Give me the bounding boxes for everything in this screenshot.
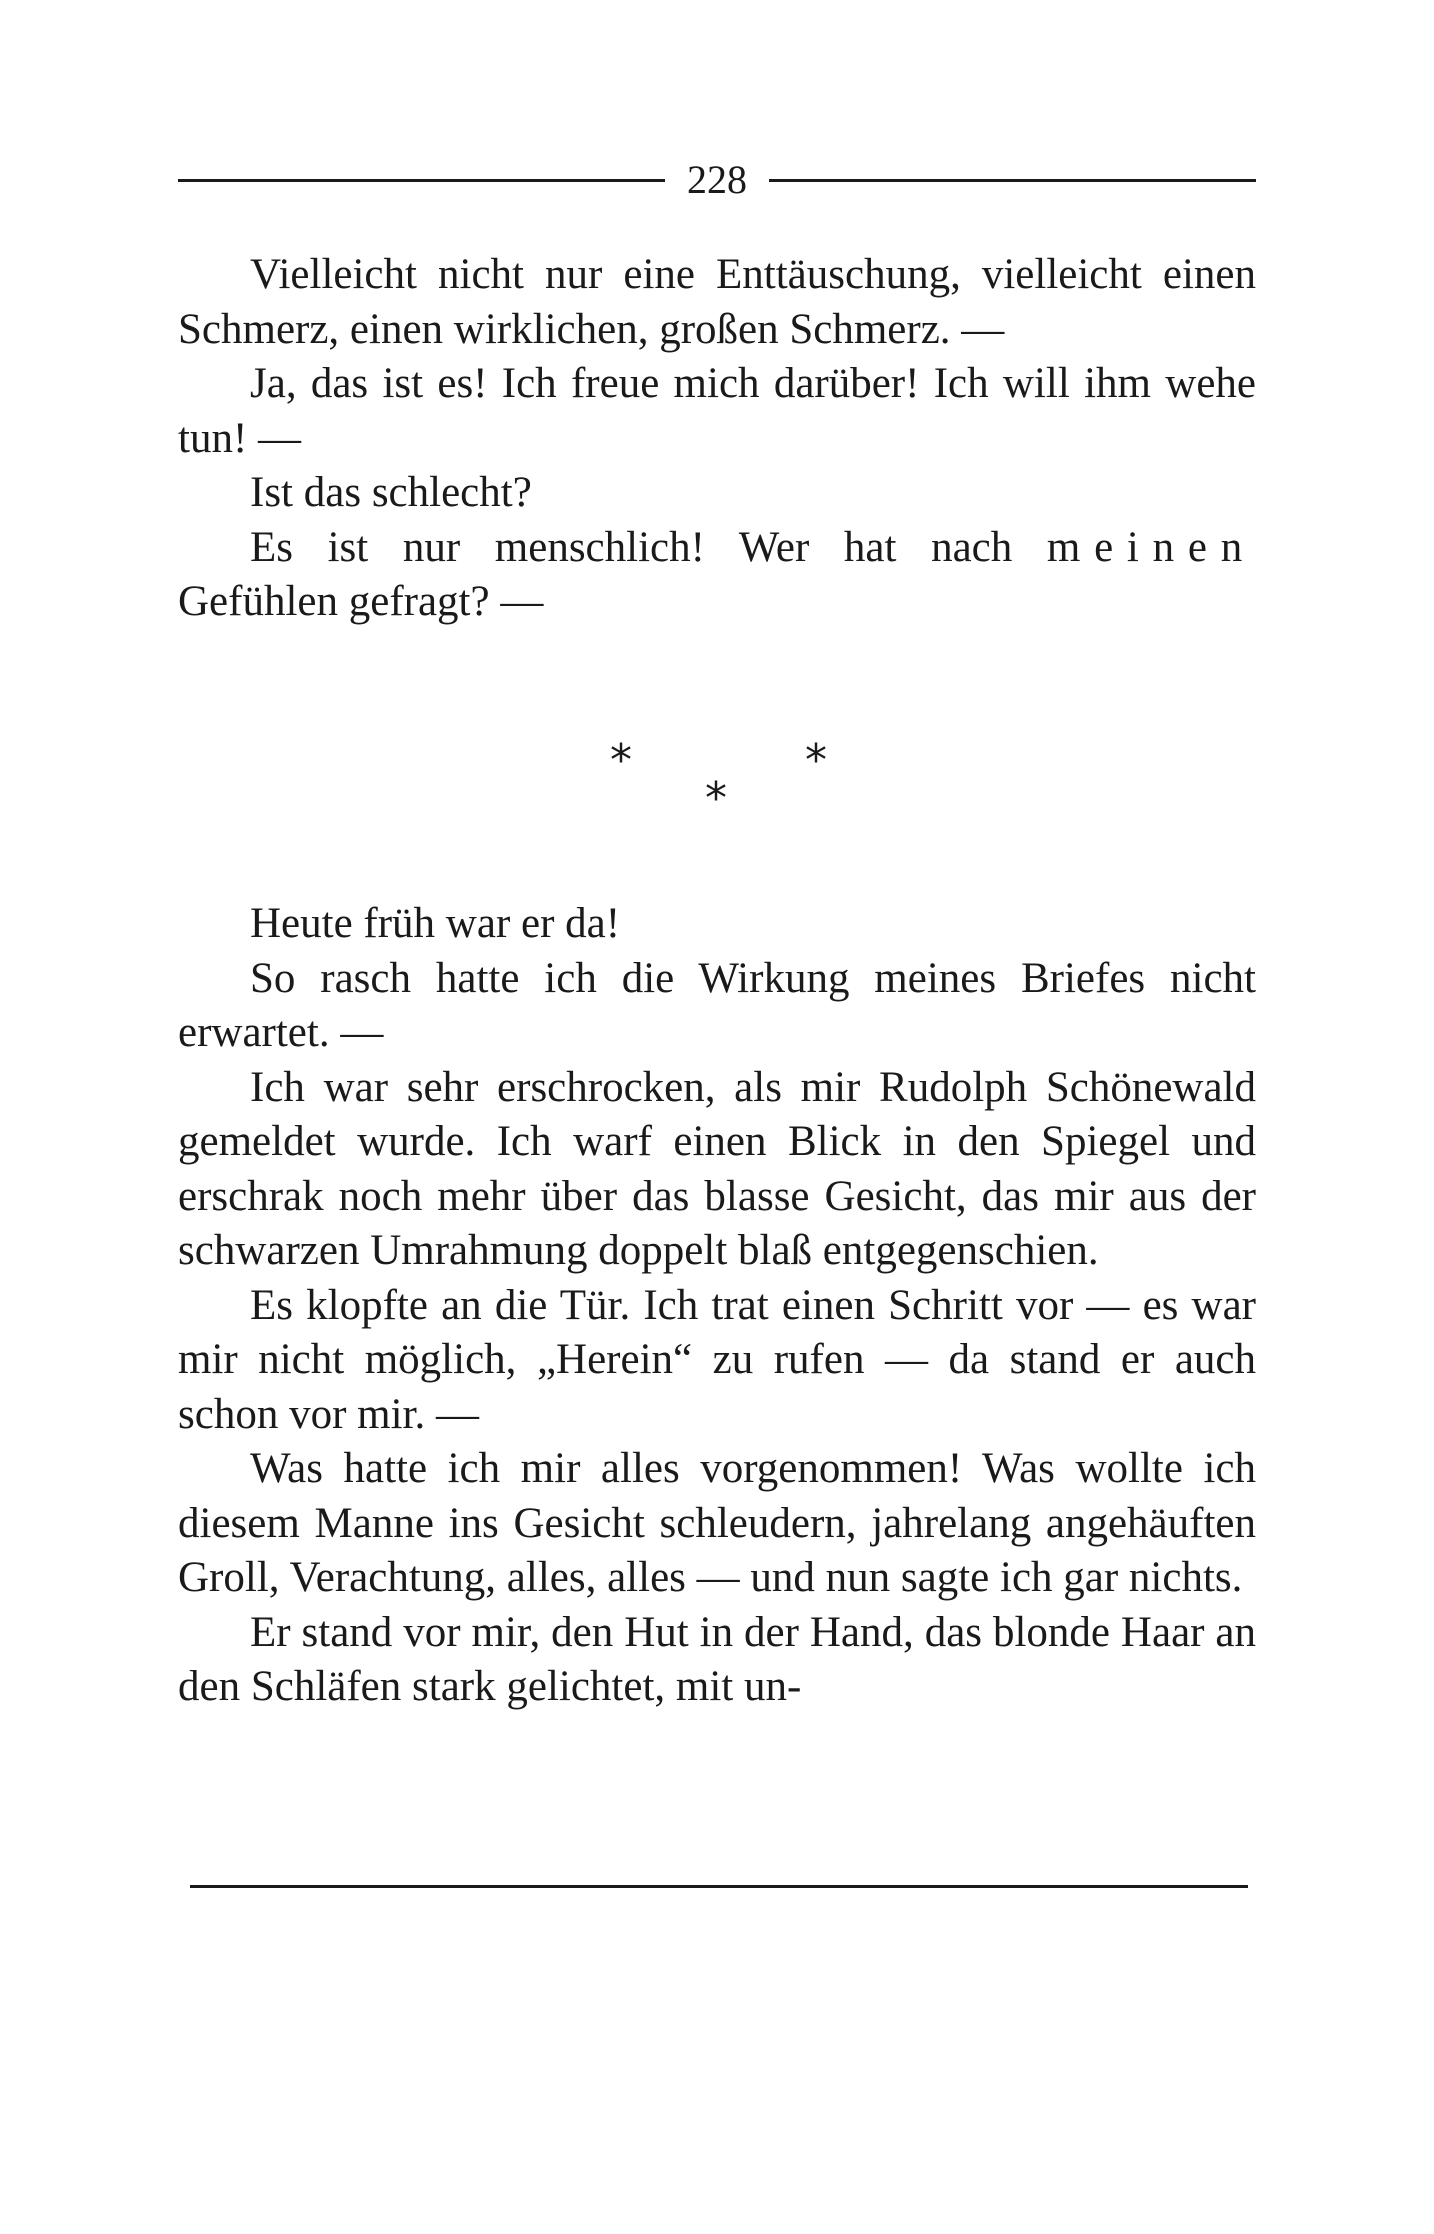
paragraph: Es klopfte an die Tür. Ich trat einen Schritt vor — es war mir nicht möglich, „Herein“ zu rufen — da stand er auch schon vor mir. — xyxy=(178,1281,1256,1438)
page-header xyxy=(178,150,1256,210)
paragraph: So rasch hatte ich die Wirkung meines Briefes nicht erwartet. — xyxy=(178,954,1256,1056)
paragraph: Er stand vor mir, den Hut in der Hand, das blonde Haar an den Schläfen stark gelichtet, mit un- xyxy=(178,1608,1256,1710)
paragraph-text: Es ist nur menschlich! Wer hat nach xyxy=(250,523,1047,571)
paragraph xyxy=(178,521,1256,630)
emphasized-word: meinen xyxy=(1046,523,1256,571)
footer-rule xyxy=(190,1885,1248,1888)
text-block-top xyxy=(178,248,1256,630)
paragraph: Ja, das ist es! Ich freue mich darüber! Ich will ihm wehe tun! — xyxy=(178,360,1256,462)
section-separator xyxy=(600,735,840,825)
header-rule-left xyxy=(178,179,665,182)
page-number: 228 xyxy=(687,157,747,202)
paragraph-text: Gefühlen gefragt? — xyxy=(178,578,544,625)
asterisk-icon: * xyxy=(805,735,827,786)
paragraph: Ist das schlecht? xyxy=(250,469,532,516)
header-rule-right xyxy=(769,179,1256,182)
asterisk-icon: * xyxy=(610,735,632,786)
paragraph: Ich war sehr erschrocken, als mir Rudolph Schönewald gemeldet wurde. Ich warf einen Blick in den Spiegel und erschrak noch mehr über das blasse Gesicht, das mir aus der schwarzen Umrahmung doppelt blaß entgegenschien. xyxy=(178,1063,1256,1274)
asterisk-icon: * xyxy=(705,773,727,824)
text-block-bottom xyxy=(178,897,1256,1715)
paragraph: Heute früh war er da! xyxy=(250,900,621,947)
paragraph: Was hatte ich mir alles vorgenommen! Was wollte ich diesem Manne ins Gesicht schleudern, jahrelang angehäuften Groll, Verachtung, alles, alles — und nun sagte ich gar nichts. xyxy=(178,1445,1256,1601)
paragraph: Vielleicht nicht nur eine Enttäuschung, vielleicht einen Schmerz, einen wirklichen, großen Schmerz. — xyxy=(178,251,1256,353)
